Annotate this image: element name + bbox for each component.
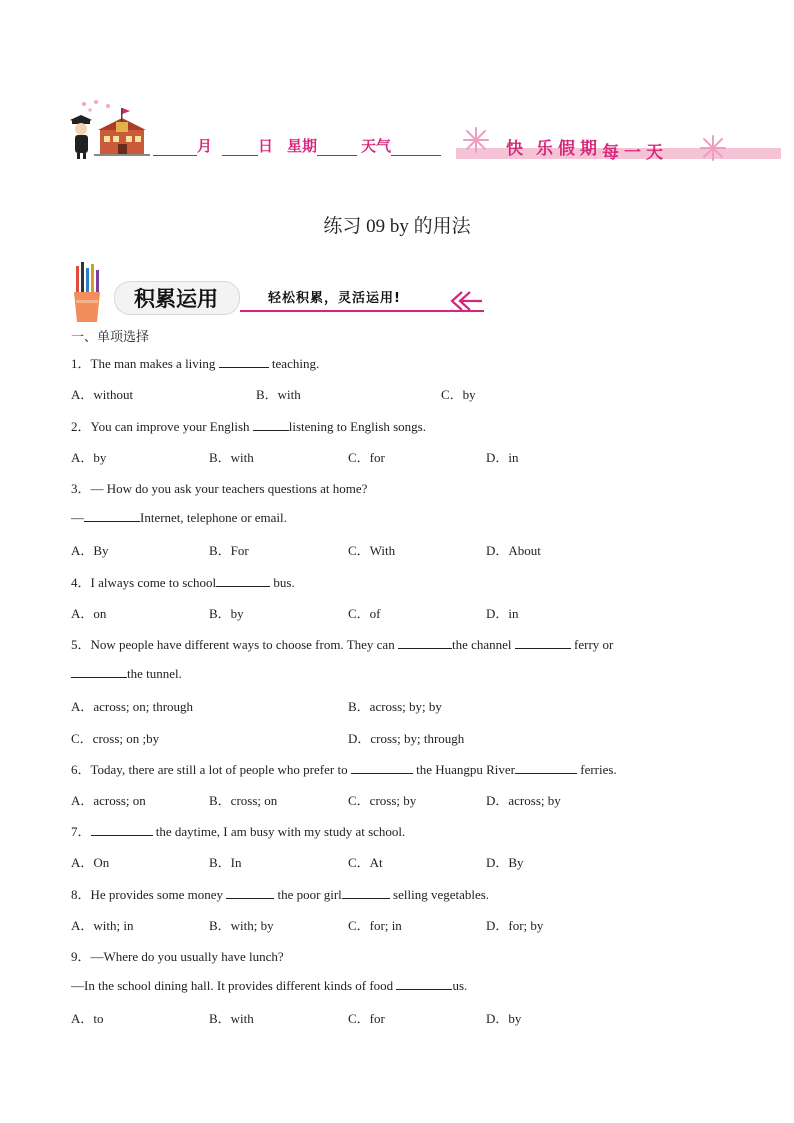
option: C．cross; by: [348, 793, 417, 808]
day-label: 日: [258, 137, 274, 155]
option: A．without: [71, 387, 134, 402]
answer-blank: [91, 823, 153, 836]
date-weather-row: [153, 135, 441, 156]
answer-blank: [219, 355, 269, 368]
answer-blank: [71, 665, 127, 678]
question-text: —: [71, 510, 84, 525]
option: D．By: [486, 855, 524, 870]
question-7: [71, 821, 405, 840]
option: C．by: [441, 387, 476, 402]
month-label: 月: [197, 137, 213, 155]
option: D．across; by: [486, 793, 561, 808]
snowflake-left-icon: [462, 126, 490, 159]
question-text: the Huangpu River: [412, 762, 515, 777]
option: A．by: [71, 450, 107, 465]
answer-blank: [226, 886, 274, 899]
answer-blank: [253, 418, 289, 431]
answer-blank: [216, 574, 270, 587]
option: C．for: [348, 1011, 385, 1026]
option: B．with; by: [209, 918, 274, 933]
slogan-char: 快: [506, 139, 524, 159]
slogan-char: 一: [624, 143, 642, 163]
option: D．in: [486, 606, 519, 621]
answer-blank: [84, 509, 140, 522]
question-text: bus.: [270, 575, 295, 590]
option: B．In: [209, 855, 242, 870]
header-decoration: [64, 98, 164, 160]
page-title: 练习 09 by 的用法: [323, 216, 471, 237]
question-text: 7．: [71, 824, 91, 839]
slogan-char: 期: [580, 139, 598, 159]
option: A．with; in: [71, 918, 134, 933]
question-text: 8．He provides some money: [71, 887, 227, 902]
question-4: [71, 572, 295, 591]
question-text: selling vegetables.: [389, 887, 490, 902]
option: A．By: [71, 543, 109, 558]
option: D．cross; by; through: [348, 731, 465, 746]
option: C．of: [348, 606, 381, 621]
option: B．cross; on: [209, 793, 278, 808]
section-heading: 一、单项选择: [71, 330, 150, 345]
week-blank: [317, 141, 357, 156]
answer-blank: [515, 761, 577, 774]
slogan-char: 乐: [536, 139, 554, 159]
graduate-school-icon: [64, 98, 164, 160]
option: B．with: [256, 387, 301, 402]
question-9-line2: [71, 977, 467, 994]
option: C．for; in: [348, 918, 402, 933]
option: B．For: [209, 543, 249, 558]
question-text: listening to English songs.: [288, 419, 426, 434]
option: C．cross; on ;by: [71, 731, 160, 746]
answer-blank: [398, 636, 452, 649]
question-5: [71, 634, 613, 653]
answer-blank: [396, 977, 452, 990]
option: D．About: [486, 543, 541, 558]
question-text: 2．You can improve your English: [71, 419, 253, 434]
question-text: —In the school dining hall. It provides different kinds of food: [71, 978, 397, 993]
slogan-char: 天: [646, 143, 664, 163]
option: C．With: [348, 543, 396, 558]
question-text: Internet, telephone or email.: [140, 510, 287, 525]
question-2: [71, 416, 426, 435]
answer-blank: [515, 636, 571, 649]
question-text: 4．I always come to school: [71, 575, 217, 590]
pencil-cup-icon: [70, 262, 104, 329]
question-text: ferries.: [577, 762, 617, 777]
question-text: teaching.: [268, 356, 320, 371]
question-text: the tunnel.: [127, 666, 182, 681]
banner-title: 积累运用: [134, 287, 218, 311]
question-text: the channel: [451, 637, 515, 652]
double-arrow-left-icon: [448, 290, 484, 317]
snowflake-right-icon: [699, 134, 727, 167]
slogan-char: 假: [558, 139, 576, 159]
question-text: us.: [452, 978, 468, 993]
slogan-char: 每: [602, 143, 620, 163]
question-5-line2: [71, 665, 182, 682]
question-text: 5．Now people have different ways to choose from. They can: [71, 637, 398, 652]
option: B．across; by; by: [348, 699, 442, 714]
question-3: [71, 478, 367, 497]
answer-blank: [351, 761, 413, 774]
question-9: [71, 946, 284, 965]
option: B．by: [209, 606, 244, 621]
question-text: 1．The man makes a living: [71, 356, 219, 371]
question-8: [71, 884, 489, 903]
option: A．across; on; through: [71, 699, 194, 714]
option: C．At: [348, 855, 383, 870]
answer-blank: [342, 886, 390, 899]
option: A．to: [71, 1011, 104, 1026]
weather-label: 天气: [361, 137, 392, 155]
option: D．for; by: [486, 918, 544, 933]
option: D．by: [486, 1011, 522, 1026]
option: A．On: [71, 855, 110, 870]
question-text: the daytime, I am busy with my study at school.: [152, 824, 406, 839]
question-text: 3．— How do you ask your teachers questions at home?: [71, 481, 368, 496]
banner-subtitle: 轻松积累，灵活运用!: [268, 291, 401, 306]
day-blank: [222, 141, 258, 156]
question-1: [71, 353, 319, 372]
question-text: 6．Today, there are still a lot of people who prefer to: [71, 762, 351, 777]
month-blank: [153, 141, 197, 156]
question-text: ferry or: [570, 637, 614, 652]
weather-blank: [391, 141, 441, 156]
question-text: 9．—Where do you usually have lunch?: [71, 949, 284, 964]
slogan: [506, 134, 668, 163]
option: C．for: [348, 450, 385, 465]
question-text: the poor girl: [274, 887, 342, 902]
question-3-line2: [71, 509, 287, 526]
option: D．in: [486, 450, 519, 465]
option: A．on: [71, 606, 107, 621]
option: A．across; on: [71, 793, 146, 808]
week-label: 星期: [287, 137, 318, 155]
question-6: [71, 759, 617, 778]
option: B．with: [209, 450, 254, 465]
option: B．with: [209, 1011, 254, 1026]
